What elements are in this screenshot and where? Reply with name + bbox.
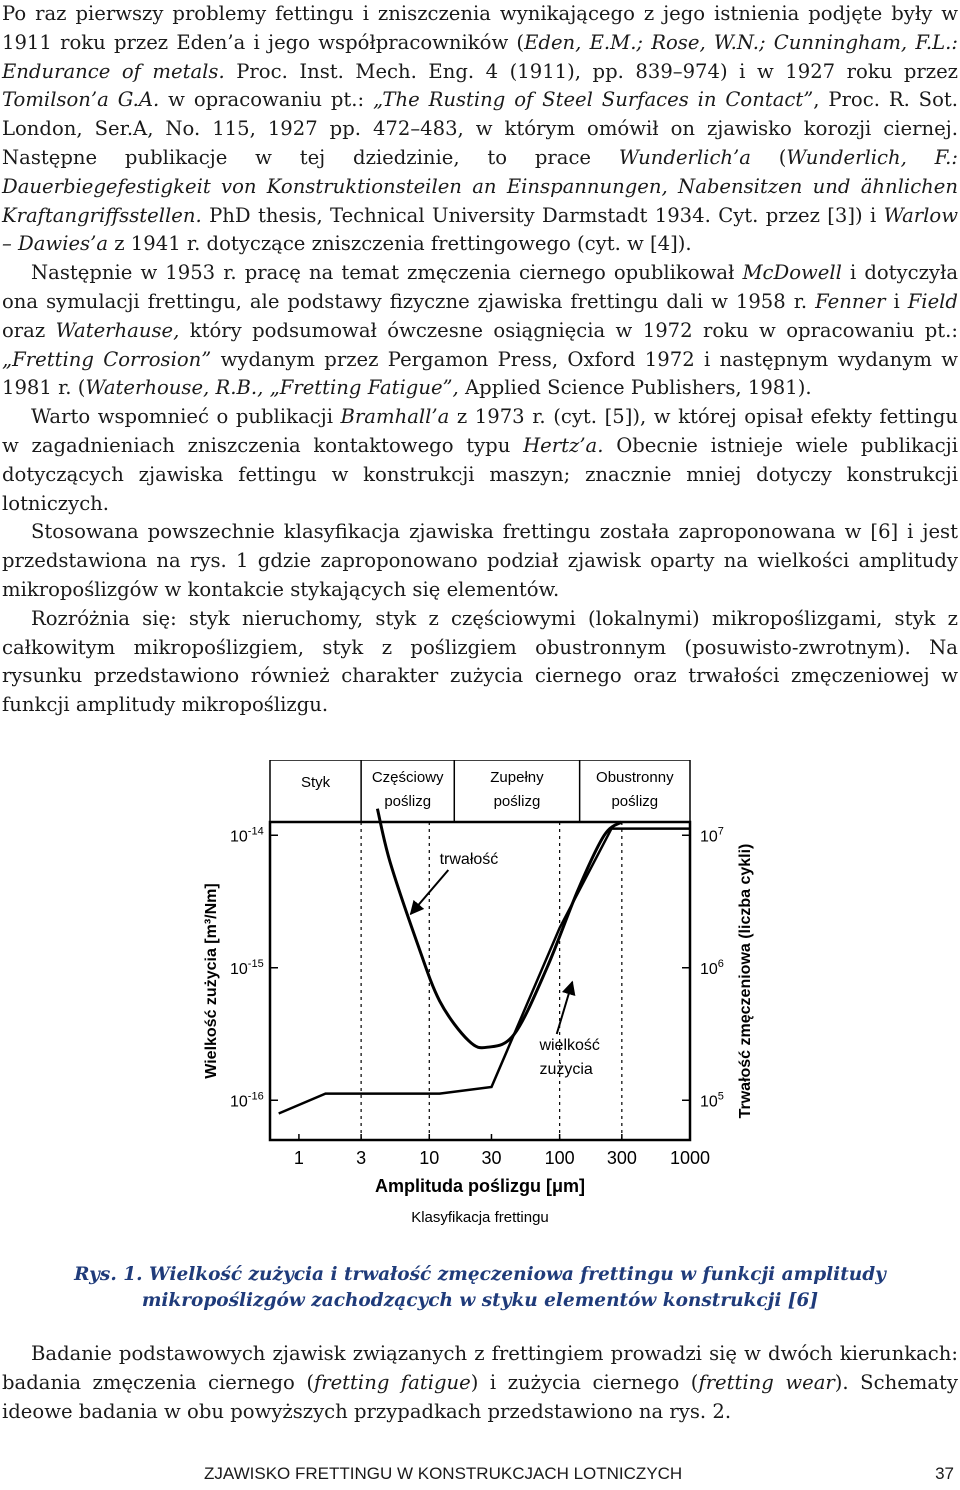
- italic-text: Wunderlich’a: [618, 145, 751, 169]
- text-run: i: [885, 289, 908, 313]
- paragraph: [2, 518, 958, 604]
- caption-line-1: Wielkość zużycia i trwałość zmęczeniowa frettingu w funkcji amplitudy: [149, 1264, 886, 1285]
- wear-annotation: wielkość: [539, 1037, 600, 1054]
- italic-text: Waterhause,: [55, 318, 180, 342]
- figure-caption: [60, 1262, 900, 1314]
- fretting-chart: [190, 760, 770, 1260]
- running-title: ZJAWISKO FRETTINGU W KONSTRUKCJACH LOTNICZYCH: [204, 1464, 683, 1483]
- italic-text: Wunderlich, F.: Dauerbiegefestigkeit von Konstruktionsteilen an Einspannungen, Nabensitzen und ähnlichen Kraftangriffsstellen.: [2, 145, 959, 227]
- x-tick-label: 300: [606, 1148, 637, 1168]
- italic-text: McDowell: [742, 261, 842, 285]
- italic-text: Hertz’a.: [523, 433, 604, 457]
- text-run: Rozróżnia się: styk nieruchomy, styk z częściowymi (lokalnymi) mikropoślizgami, styk z całkowitym mikropoślizgiem, styk z poślizgiem obustronnym (posuwisto-zwrotnym). Na rysunku przedstawiono również charakter zużycia ciernego oraz trwałości zmęczeniowej w funkcji amplitudy mikropoślizgu.: [2, 606, 958, 717]
- plot-frame: [270, 822, 690, 1140]
- text-run: Obecnie istnieje wiele publikacji dotyczących zjawiska fettingu w konstrukcji maszyn; znacznie mniej dotyczy konstrukcji lotniczych.: [2, 433, 958, 515]
- x-tick-label: 10: [419, 1148, 440, 1168]
- zone-label: poślizg: [384, 793, 432, 810]
- x-tick-label: 1: [293, 1148, 304, 1168]
- text-run: Warto wspomnieć o publikacji: [31, 405, 341, 429]
- x-axis-subtitle: Klasyfikacja frettingu: [411, 1209, 549, 1226]
- text-run: z 1973 r. (cyt. [5]), w której opisał efekty fettingu w zagadnieniach zniszczenia kontaktowego typu: [2, 405, 959, 457]
- text-run: wydanym przez Pergamon Press, Oxford 1972 i następnym wydanym w 1981 r. (: [2, 347, 958, 400]
- text-run: Stosowana powszechnie klasyfikacja zjawiska frettingu została zaproponowana w [6] i jest przedstawiona na rys. 1 gdzie zaproponowano podział zjawisk oparty na wielkości amplitudy mikropoślizgów w kontakcie stykających się elementów.: [2, 520, 958, 601]
- text-run: ). Schematy ideowe badania w obu powyższych przypadkach przedstawiono na rys. 2.: [2, 1370, 959, 1423]
- right-tick-label: $10^5$: [700, 1090, 724, 1111]
- left-tick-label: $10^{-16}$: [230, 1090, 264, 1111]
- text-run: ) i zużycia ciernego (: [470, 1370, 699, 1394]
- body-text-top: [2, 0, 958, 720]
- zone-label: Zupełny: [490, 769, 544, 786]
- italic-text: „Fretting Corrosion”: [2, 347, 212, 371]
- paragraph: [2, 403, 958, 518]
- x-tick-label: 30: [481, 1148, 502, 1168]
- x-tick-label: 3: [356, 1148, 367, 1168]
- paragraph: [2, 0, 958, 259]
- text-run: Następnie w 1953 r. pracę na temat zmęczenia ciernego opublikował: [31, 261, 743, 285]
- wear-annotation: zużycia: [539, 1061, 593, 1078]
- text-run: PhD thesis, Technical University Darmstadt 1934. Cyt. przez [3]) i: [201, 203, 884, 227]
- x-tick-label: 100: [544, 1148, 575, 1168]
- right-tick-label: $10^6$: [700, 957, 724, 978]
- durability-annotation: trwałość: [439, 851, 499, 868]
- series-durability-curve: [377, 809, 621, 1048]
- text-run: który podsumował ówczesne osiągnięcia w 1972 roku w opracowaniu pt.:: [179, 318, 958, 342]
- left-tick-label: $10^{-15}$: [230, 957, 264, 978]
- x-tick-label: 1000: [669, 1148, 711, 1168]
- zone-label: Częściowy: [371, 769, 444, 786]
- figure-fretting-classification: [190, 760, 770, 1260]
- italic-text: Waterhouse, R.B., „Fretting Fatigue”,: [85, 376, 459, 400]
- italic-text: Tomilson’a G.A.: [2, 88, 160, 112]
- italic-text: Warlow – Dawies’a: [2, 203, 958, 256]
- zone-label: Obustronny: [596, 769, 674, 786]
- zone-label: poślizg: [611, 793, 659, 810]
- text-run: Badanie podstawowych zjawisk związanych z frettingiem prowadzi się w dwóch kierunkach: badania zmęczenia ciernego (: [2, 1342, 958, 1394]
- text-run: (: [750, 145, 787, 169]
- italic-text: fretting fatigue: [313, 1370, 471, 1394]
- italic-text: Eden, E.M.; Rose, W.N.; Cunningham, F.L.: Endurance of metals.: [2, 30, 958, 83]
- italic-text: Field: [907, 289, 958, 313]
- body-text-bottom: [2, 1340, 958, 1426]
- caption-number: Rys. 1.: [74, 1264, 143, 1285]
- right-axis-title: Trwałość zmęczeniowa (liczba cykli): [737, 843, 754, 1119]
- right-tick-label: $10^7$: [700, 825, 724, 846]
- wear-arrow: [557, 982, 573, 1034]
- left-axis-title: Wielkość zużycia [m³/Nm]: [203, 883, 220, 1079]
- page-number: 37: [935, 1464, 954, 1483]
- x-axis-title: Amplituda poślizgu [μm]: [375, 1176, 585, 1196]
- text-run: oraz: [2, 318, 56, 342]
- paragraph: [2, 1340, 958, 1426]
- paragraph: [2, 259, 958, 403]
- text-run: Po raz pierwszy problemy fettingu i zniszczenia wynikającego z jego istnienia podjęte były w 1911 roku przez Eden’a i jego współpracowników (: [2, 2, 958, 54]
- italic-text: „The Rusting of Steel Surfaces in Contact”: [372, 88, 814, 112]
- zone-label: Styk: [300, 774, 331, 791]
- italic-text: Fenner: [815, 289, 886, 313]
- left-tick-label: $10^{-14}$: [230, 825, 264, 846]
- text-run: i dotyczyła ona symulacji frettingu, ale podstawy fizyczne zjawiska frettingu dali w 1958 r.: [2, 261, 958, 313]
- text-run: w opracowaniu pt.:: [159, 88, 373, 112]
- text-run: , Proc. R. Sot. London, Ser.A, No. 115, 1927 pp. 472–483, w którym omówił on zjawisko korozji ciernej. Następne publikacje w tej dziedzinie, to prace: [2, 88, 959, 169]
- caption-line-2: mikropoślizgów zachodzących w styku elementów konstrukcji [6]: [141, 1290, 819, 1311]
- paragraph: [2, 605, 958, 720]
- italic-text: fretting wear: [698, 1370, 835, 1394]
- text-run: Proc. Inst. Mech. Eng. 4 (1911), pp. 839–974) i w 1927 roku przez: [224, 59, 958, 83]
- series-wear-line: [279, 829, 690, 1114]
- text-run: Applied Science Publishers, 1981).: [458, 376, 812, 400]
- italic-text: Bramhall’a: [340, 405, 450, 429]
- zone-label: poślizg: [493, 793, 541, 810]
- text-run: z 1941 r. dotyczące zniszczenia frettingowego (cyt. w [4]).: [108, 232, 692, 256]
